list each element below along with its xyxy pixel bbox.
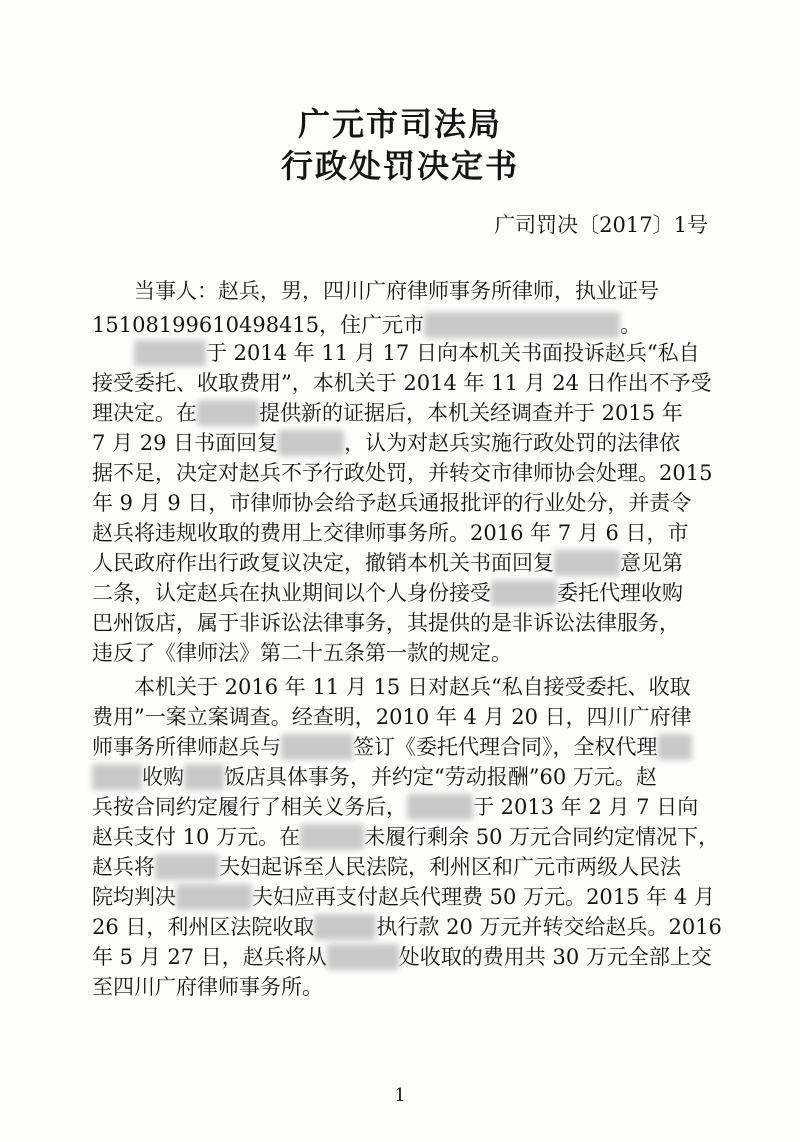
text-segment: 兵按合同约定履行了相关义务后， xyxy=(92,795,407,819)
redaction-block xyxy=(176,884,252,910)
text-line xyxy=(92,822,719,852)
redaction-block xyxy=(134,340,206,366)
text-segment: 夫妇应再支付赵兵代理费 50 万元。2015 年 4 月 xyxy=(252,885,715,909)
text-line: 当事人：赵兵，男，四川广府律师事务所律师，执业证号 xyxy=(134,279,659,303)
text-segment: 二条，认定赵兵在执业期间以个人身份接受 xyxy=(92,581,491,605)
redaction-block xyxy=(197,400,259,426)
text-line xyxy=(92,398,683,428)
text-segment: 饭店具体事务，并约定“劳动报酬”60 万元。赵 xyxy=(224,765,657,789)
redaction-block xyxy=(658,734,692,760)
text-line xyxy=(92,852,681,882)
redaction-block xyxy=(92,764,142,790)
text-segment: 赵兵支付 10 万元。在 xyxy=(92,825,301,849)
text-segment: 意见第 xyxy=(620,551,683,575)
text-segment: ，认为对赵兵实施行政处罚的法律依 xyxy=(344,431,681,455)
text-segment: 师事务所律师赵兵与 xyxy=(92,735,281,759)
text-line: 年 9 月 9 日，市律师协会给予赵兵通报批评的行业处分，并责令 xyxy=(92,491,692,515)
redaction-block xyxy=(184,764,224,790)
text-segment: 7 月 29 日书面回复 xyxy=(92,431,279,455)
redaction-block xyxy=(491,580,557,606)
text-line xyxy=(92,428,680,458)
text-line: 费用”一案立案调查。经查明，2010 年 4 月 20 日，四川广府律 xyxy=(92,705,692,729)
text-segment: 赵兵将 xyxy=(92,855,155,879)
text-line xyxy=(92,732,692,762)
page-number: 1 xyxy=(394,1085,406,1106)
text-line: 本机关于 2016 年 11 月 15 日对赵兵“私自接受委托、收取 xyxy=(134,675,691,699)
text-line: 至四川广府律师事务所。 xyxy=(92,975,323,999)
text-segment: 于 2014 年 11 月 17 日向本机关书面投诉赵兵“私自 xyxy=(206,341,700,365)
text-line xyxy=(134,338,700,368)
redaction-block xyxy=(281,734,353,760)
redaction-block xyxy=(327,944,399,970)
text-line xyxy=(92,578,683,608)
text-line: 违反了《律师法》第二十五条第一款的规定。 xyxy=(92,641,512,665)
redaction-block xyxy=(407,794,473,820)
text-segment: 提供新的证据后，本机关经调查并于 2015 年 xyxy=(259,401,683,425)
text-segment: 理决定。在 xyxy=(92,401,197,425)
redaction-block xyxy=(424,312,620,338)
text-line: 接受委托、收取费用”，本机关于 2014 年 11 月 24 日作出不予受 xyxy=(92,371,712,395)
text-segment: 收购 xyxy=(142,765,184,789)
text-line: 赵兵将违规收取的费用上交律师事务所。2016 年 7 月 6 日，市 xyxy=(92,521,689,545)
text-segment: 夫妇起诉至人民法院，利州区和广元市两级人民法 xyxy=(219,855,681,879)
document-title-issuer: 广元市司法局 xyxy=(297,105,502,143)
redaction-block xyxy=(155,854,219,880)
text-line xyxy=(92,792,698,822)
text-line xyxy=(92,762,657,792)
text-segment: 26 日，利州区法院收取 xyxy=(92,915,315,939)
text-line xyxy=(92,912,722,942)
redaction-block xyxy=(300,824,364,850)
redaction-block xyxy=(554,550,620,576)
text-segment: 处收取的费用共 30 万元全部上交 xyxy=(398,945,712,969)
document-number: 广司罚决〔2017〕1号 xyxy=(494,213,708,237)
text-segment: 未履行剩余 50 万元合同约定情况下， xyxy=(364,825,720,849)
text-segment: 委托代理收购 xyxy=(557,581,683,605)
text-segment: 于 2013 年 2 月 7 日向 xyxy=(473,795,699,819)
text-segment: 签订《委托代理合同》，全权代理 xyxy=(353,735,658,759)
text-line xyxy=(92,310,641,340)
text-line xyxy=(92,548,683,578)
redaction-block xyxy=(314,914,376,940)
text-line: 巴州饭店，属于非诉讼法律事务，其提供的是非诉讼法律服务， xyxy=(92,611,680,635)
text-segment: 15108199610498415，住广元市 xyxy=(92,313,425,337)
text-line xyxy=(92,882,715,912)
text-line: 据不足，决定对赵兵不予行政处罚，并转交市律师协会处理。2015 xyxy=(92,461,713,485)
text-segment: 人民政府作出行政复议决定，撤销本机关书面回复 xyxy=(92,551,554,575)
text-line xyxy=(92,942,712,972)
text-segment: 年 5 月 27 日，赵兵将从 xyxy=(92,945,327,969)
text-segment: 院均判决 xyxy=(92,885,176,909)
redaction-block xyxy=(278,430,344,456)
text-segment: 。 xyxy=(620,313,642,337)
document-title-type: 行政处罚决定书 xyxy=(280,147,519,185)
text-segment: 执行款 20 万元并转交给赵兵。2016 xyxy=(376,915,722,939)
